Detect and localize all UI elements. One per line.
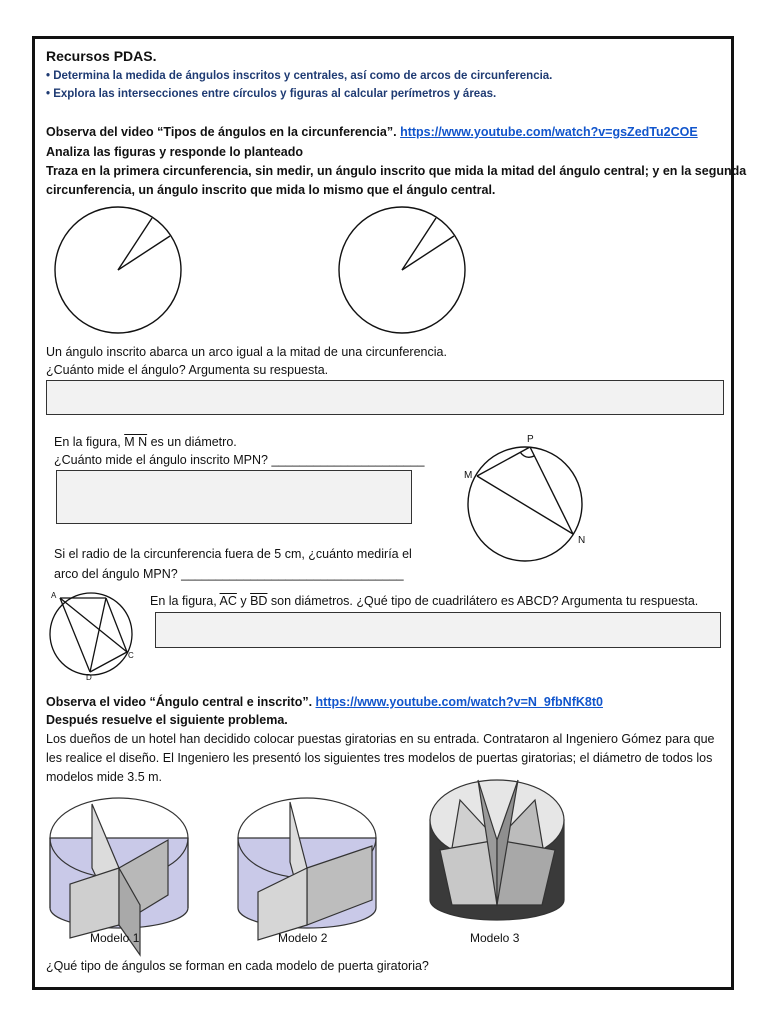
model-2-label: Modelo 2 (278, 931, 328, 945)
question1-line1: Un ángulo inscrito abarca un arco igual a la mitad de una circunferencia. (46, 345, 447, 359)
question4-suffix: son diámetros. ¿Qué tipo de cuadrilátero es ABCD? Argumenta tu respuesta. (267, 594, 699, 608)
video-intro-1-text: Observa del video “Tipos de ángulos en la circunferencia”. (46, 125, 397, 139)
segment-bd: $\overline{BD}$ (250, 594, 268, 608)
question2-prefix: En la figura, (54, 435, 125, 449)
task-line-2: circunferencia, un ángulo inscrito que mida lo mismo que el ángulo central. (46, 183, 496, 197)
model-3-label: Modelo 3 (470, 931, 520, 945)
question4-mid: y (236, 594, 251, 608)
objective-bullet-1: • Determina la medida de ángulos inscritos y centrales, así como de arcos de circunferencia. (46, 70, 553, 82)
problem-line-3: modelos mide 3.5 m. (46, 770, 163, 784)
question3-line1: Si el radio de la circunferencia fuera de 5 cm, ¿cuánto mediría el (54, 547, 412, 561)
question4-prefix: En la figura, (150, 594, 220, 608)
objective-bullet-2: • Explora las intersecciones entre círculos y figuras al calcular perímetros y áreas. (46, 88, 497, 100)
label-c: C (128, 651, 134, 660)
label-p: P (527, 434, 534, 445)
task-line-1: Traza en la primera circunferencia, sin medir, un ángulo inscrito que mida la mitad del ángulo central; y en la segunda (46, 164, 747, 178)
video-link-1[interactable]: https://www.youtube.com/watch?v=gsZedTu2COE (400, 125, 698, 139)
question1-line2: ¿Cuánto mide el ángulo? Argumenta su respuesta. (46, 363, 329, 377)
question3-line2: arco del ángulo MPN? ________________________________ (54, 567, 404, 581)
problem-line-2: les realice el diseño. El Ingeniero les presentó los siguientes tres modelos de puertas giratorias; el diámetro de todos los (46, 751, 713, 765)
label-n: N (578, 535, 586, 546)
model-3-drawing (430, 780, 564, 920)
video-link-2[interactable]: https://www.youtube.com/watch?v=N_9fbNfK8t0 (315, 695, 603, 709)
instruction-2: Después resuelve el siguiente problema. (46, 713, 288, 727)
final-question: ¿Qué tipo de ángulos se forman en cada modelo de puerta giratoria? (46, 959, 429, 973)
instruction-1: Analiza las figuras y responde lo planteado (46, 145, 304, 159)
model-1-label: Modelo 1 (90, 931, 140, 945)
video-intro-2-text: Observa el video “Ángulo central e inscrito”. (46, 695, 313, 709)
label-m: M (464, 470, 473, 481)
problem-line-1: Los dueños de un hotel han decidido colocar puestas giratorias en su entrada. Contrataron al Ingeniero Gómez para que (46, 732, 715, 746)
label-a: A (51, 591, 57, 600)
segment-ac: $\overline{AC}$ (219, 594, 237, 608)
question2-suffix: es un diámetro. (147, 435, 237, 449)
segment-mn: M N (124, 435, 148, 449)
question2-ask: ¿Cuánto mide el ángulo inscrito MPN? ______________________ (54, 453, 425, 467)
page-title: Recursos PDAS. (46, 48, 157, 64)
model-2-drawing (238, 798, 376, 940)
label-d: D (86, 673, 92, 682)
